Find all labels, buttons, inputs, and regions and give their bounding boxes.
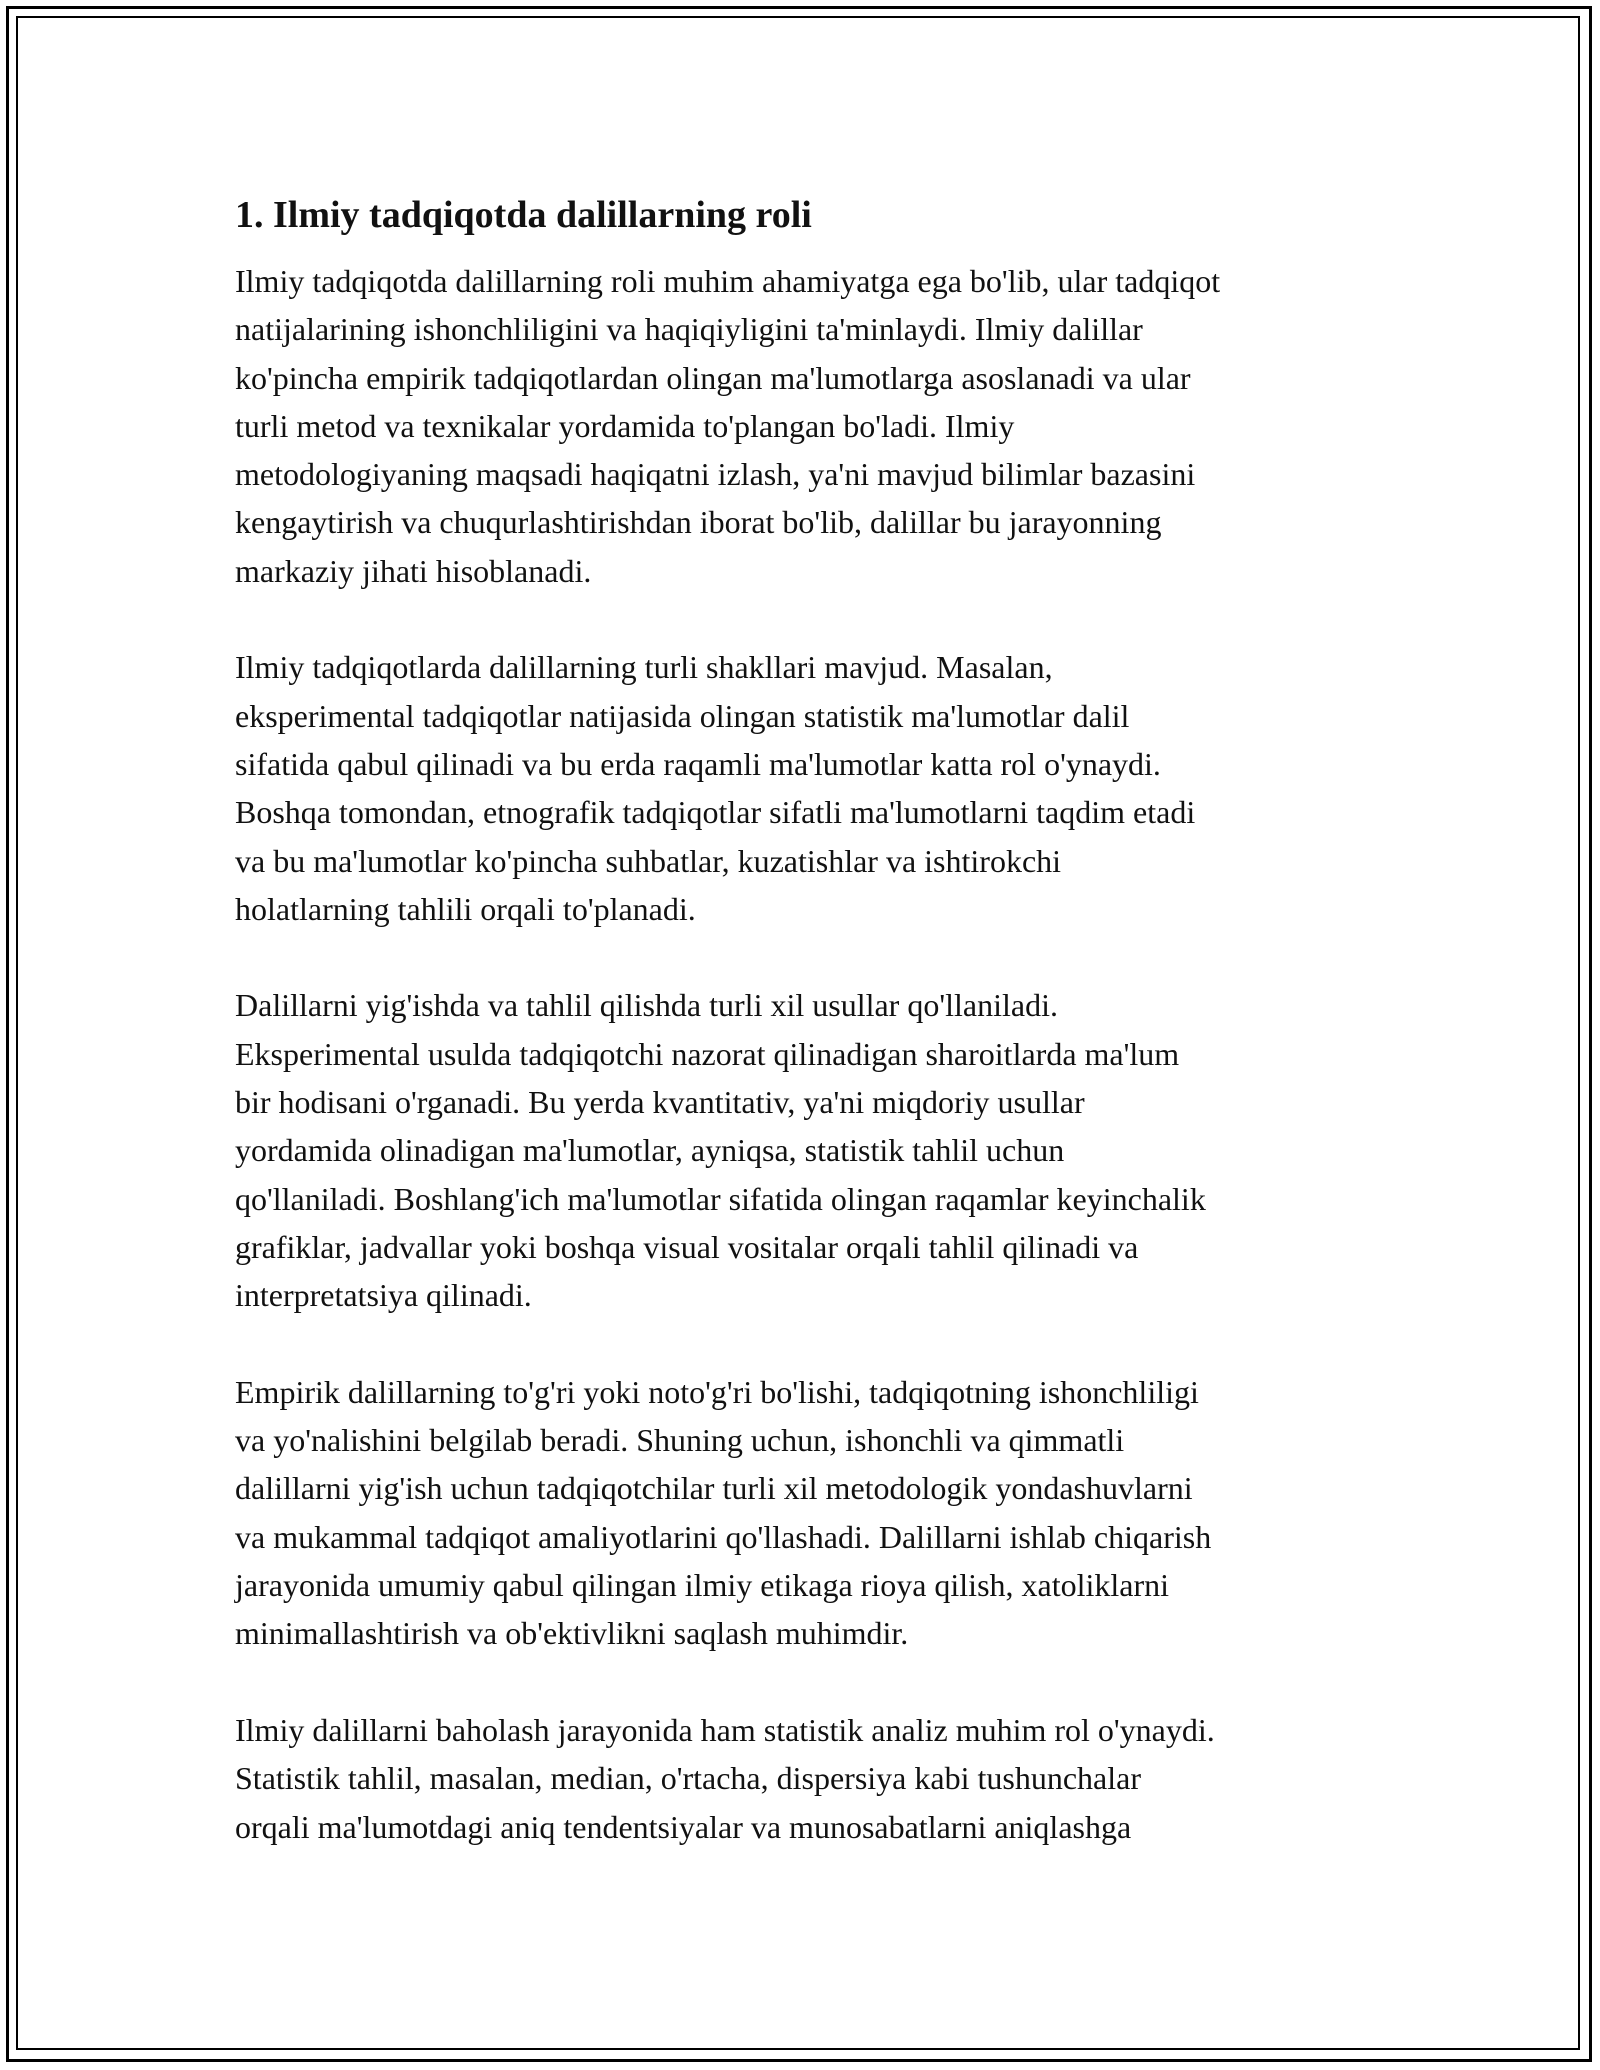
- paragraph-line: natijalarining ishonchliligini va haqiqiyligini ta'minlaydi. Ilmiy dalillar: [235, 311, 1143, 348]
- document-body: [235, 187, 1370, 1851]
- paragraph-line: va mukammal tadqiqot amaliyotlarini qo'llashadi. Dalillarni ishlab chiqarish: [235, 1518, 1212, 1555]
- paragraph-line: markaziy jihati hisoblanadi.: [235, 552, 592, 589]
- paragraph-line: dalillarni yig'ish uchun tadqiqotchilar turli xil metodologik yondashuvlarni: [235, 1470, 1193, 1507]
- paragraph-line: orqali ma'lumotdagi aniq tendentsiyalar va munosabatlarni aniqlashga: [235, 1808, 1132, 1845]
- paragraph-line: bir hodisani o'rganadi. Bu yerda kvantitativ, ya'ni miqdoriy usullar: [235, 1084, 1085, 1121]
- paragraph-1: [235, 257, 1370, 595]
- paragraph-line: Boshqa tomondan, etnografik tadqiqotlar sifatli ma'lumotlarni taqdim etadi: [235, 794, 1196, 831]
- paragraph-line: va yo'nalishini belgilab beradi. Shuning uchun, ishonchli va qimmatli: [235, 1422, 1125, 1459]
- paragraph-line: Ilmiy dalillarni baholash jarayonida ham statistik analiz muhim rol o'ynaydi.: [235, 1711, 1215, 1748]
- paragraph-line: Dalillarni yig'ishda va tahlil qilishda turli xil usullar qo'llaniladi.: [235, 987, 1058, 1024]
- section-heading: 1. Ilmiy tadqiqotda dalillarning roli: [235, 194, 812, 236]
- paragraph-line: Statistik tahlil, masalan, median, o'rtacha, dispersiya kabi tushunchalar: [235, 1760, 1141, 1797]
- paragraph-line: Ilmiy tadqiqotlarda dalillarning turli shakllari mavjud. Masalan,: [235, 649, 1053, 686]
- paragraph-3: [235, 981, 1370, 1319]
- paragraph-line: Empirik dalillarning to'g'ri yoki noto'g'ri bo'lishi, tadqiqotning ishonchliligi: [235, 1373, 1199, 1410]
- paragraph-line: eksperimental tadqiqotlar natijasida olingan statistik ma'lumotlar dalil: [235, 697, 1130, 734]
- paragraph-line: metodologiyaning maqsadi haqiqatni izlash, ya'ni mavjud bilimlar bazasini: [235, 456, 1196, 493]
- paragraph-line: holatlarning tahlili orqali to'planadi.: [235, 890, 696, 927]
- paragraph-5: [235, 1706, 1370, 1851]
- paragraph-line: interpretatsiya qilinadi.: [235, 1277, 532, 1314]
- paragraph-line: va bu ma'lumotlar ko'pincha suhbatlar, kuzatishlar va ishtirokchi: [235, 842, 1062, 879]
- paragraph-2: [235, 643, 1370, 933]
- paragraph-line: turli metod va texnikalar yordamida to'plangan bo'ladi. Ilmiy: [235, 407, 1015, 444]
- paragraph-line: yordamida olinadigan ma'lumotlar, ayniqsa, statistik tahlil uchun: [235, 1132, 1065, 1169]
- paragraph-line: jarayonida umumiy qabul qilingan ilmiy etikaga rioya qilish, xatoliklarni: [235, 1567, 1170, 1604]
- paragraph-line: qo'llaniladi. Boshlang'ich ma'lumotlar sifatida olingan raqamlar keyinchalik: [235, 1180, 1206, 1217]
- paragraph-4: [235, 1368, 1370, 1658]
- paragraph-line: grafiklar, jadvallar yoki boshqa visual vositalar orqali tahlil qilinadi va: [235, 1228, 1139, 1265]
- paragraph-line: kengaytirish va chuqurlashtirishdan iborat bo'lib, dalillar bu jarayonning: [235, 504, 1162, 541]
- paragraph-line: ko'pincha empirik tadqiqotlardan olingan ma'lumotlarga asoslanadi va ular: [235, 359, 1191, 396]
- paragraph-line: sifatida qabul qilinadi va bu erda raqamli ma'lumotlar katta rol o'ynaydi.: [235, 745, 1161, 782]
- paragraph-line: Eksperimental usulda tadqiqotchi nazorat qilinadigan sharoitlarda ma'lum: [235, 1035, 1180, 1072]
- paragraph-line: minimallashtirish va ob'ektivlikni saqlash muhimdir.: [235, 1615, 909, 1652]
- paragraph-line: Ilmiy tadqiqotda dalillarning roli muhim ahamiyatga ega bo'lib, ular tadqiqot: [235, 263, 1221, 299]
